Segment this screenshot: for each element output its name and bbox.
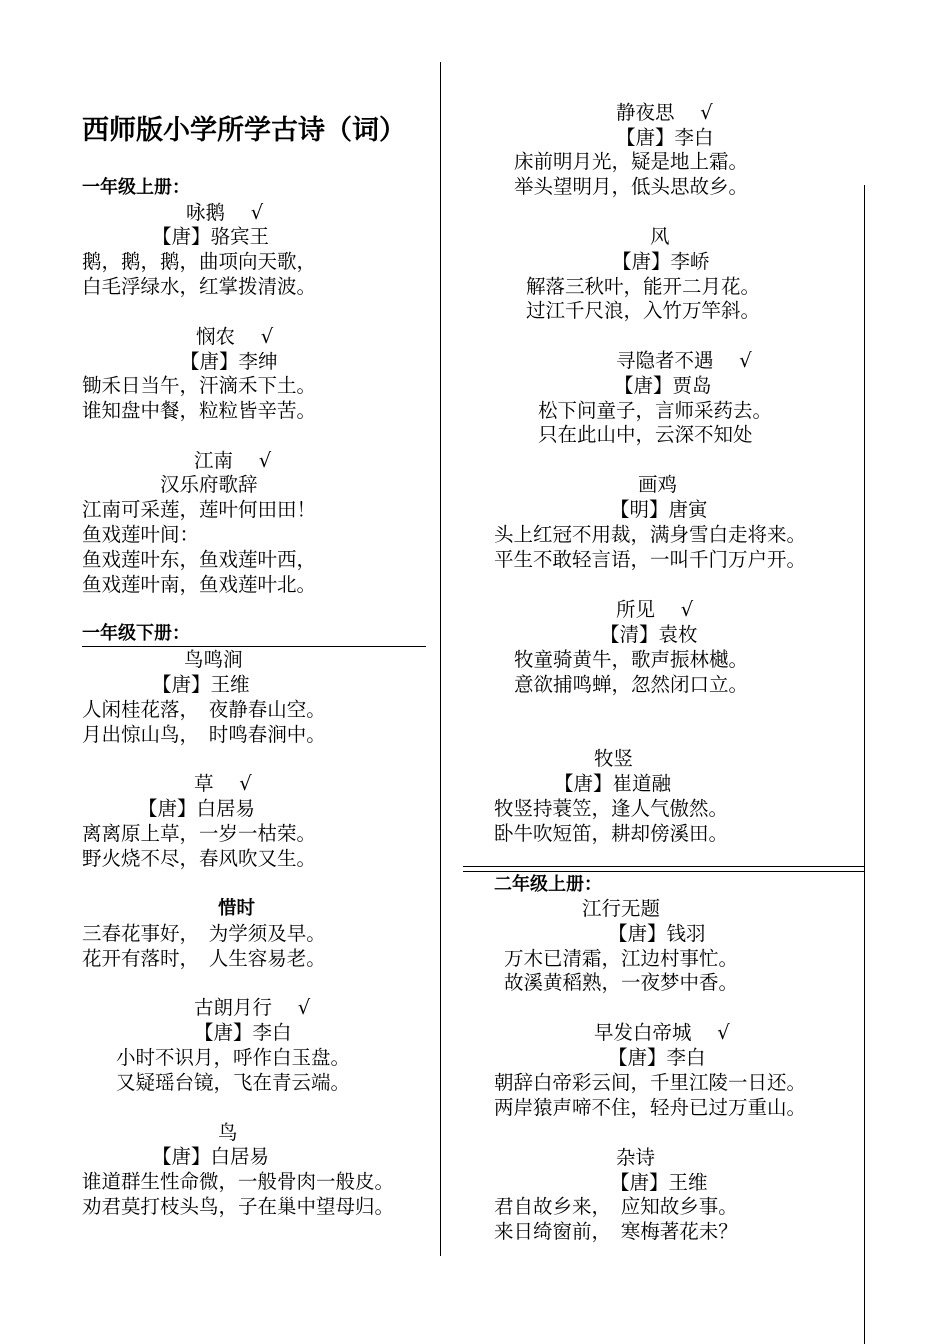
section-rule-grade2a-top <box>463 866 864 867</box>
poem-title: 草 √ <box>194 772 252 795</box>
poem-title: 牧竖 <box>594 747 634 770</box>
poem-line: 鹅，鹅，鹅，曲项向天歌， <box>82 250 317 273</box>
poem-title: 静夜思 √ <box>616 101 713 124</box>
poem-line: 鱼戏莲叶东，鱼戏莲叶西， <box>82 548 317 571</box>
section-rule-grade1b <box>82 646 426 647</box>
poem-author: 【明】唐寅 <box>610 498 708 521</box>
poem-line: 头上红冠不用裁，满身雪白走将来。 <box>494 523 807 546</box>
poem-line: 朝辞白帝彩云间，千里江陵一日还。 <box>494 1071 807 1094</box>
poem-line: 谁知盘中餐，粒粒皆辛苦。 <box>82 399 317 422</box>
poem-line: 野火烧不尽，春风吹又生。 <box>82 847 317 870</box>
poem-title: 咏鹅 √ <box>186 201 264 224</box>
poem-line: 过江千尺浪，入竹万竿斜。 <box>526 299 761 322</box>
poem-line: 花开有落时， 人生容易老。 <box>82 947 326 970</box>
poem-line: 又疑瑶台镜，飞在青云端。 <box>116 1071 351 1094</box>
poem-line: 鱼戏莲叶间： <box>82 523 200 546</box>
poem-line: 意欲捕鸣蝉，忽然闭口立。 <box>514 673 749 696</box>
page-title: 西师版小学所学古诗（词） <box>82 115 406 146</box>
poem-title: 杂诗 <box>616 1146 656 1169</box>
poem-author: 【唐】崔道融 <box>554 772 672 795</box>
column-divider-left <box>440 62 441 1256</box>
poem-line: 故溪黄稻熟，一夜梦中香。 <box>504 971 739 994</box>
poem-line: 松下问童子，言师采药去。 <box>538 399 773 422</box>
poem-title: 江行无题 <box>582 897 661 920</box>
poem-title: 画鸡 <box>638 473 678 496</box>
poem-line: 锄禾日当午，汗滴禾下土。 <box>82 374 317 397</box>
poem-line: 牧竖持蓑笠，逢人气傲然。 <box>494 797 729 820</box>
poem-author: 【唐】白居易 <box>138 797 256 820</box>
poem-line: 万木已清霜，江边村事忙。 <box>504 947 739 970</box>
column-divider-right <box>864 185 865 1344</box>
poem-line: 卧牛吹短笛，耕却傍溪田。 <box>494 822 729 845</box>
poem-author: 【唐】李峤 <box>612 250 710 273</box>
poem-title: 江南 √ <box>194 449 272 472</box>
poem-line: 劝君莫打枝头鸟，子在巢中望母归。 <box>82 1195 395 1218</box>
poem-line: 人闲桂花落， 夜静春山空。 <box>82 698 326 721</box>
poem-line: 平生不敢轻言语，一叫千门万户开。 <box>494 548 807 571</box>
poem-line: 鱼戏莲叶南，鱼戏莲叶北。 <box>82 573 317 596</box>
poem-title: 古朗月行 √ <box>194 996 311 1019</box>
poem-author: 【清】袁枚 <box>600 623 698 646</box>
poem-title: 悯农 √ <box>196 325 274 348</box>
poem-line: 白毛浮绿水，红掌拨清波。 <box>82 275 317 298</box>
poem-title: 所见 √ <box>616 598 694 621</box>
poem-title: 寻隐者不遇 √ <box>616 349 752 372</box>
poem-line: 谁道群生性命微，一般骨肉一般皮。 <box>82 1170 395 1193</box>
poem-author: 【唐】钱羽 <box>608 922 706 945</box>
poem-line: 举头望明月，低头思故乡。 <box>514 175 749 198</box>
poem-author: 【唐】王维 <box>610 1171 708 1194</box>
poem-line: 两岸猿声啼不住，轻舟已过万重山。 <box>494 1096 807 1119</box>
poem-title: 早发白帝城 √ <box>594 1021 730 1044</box>
grade-heading-2a: 二年级上册： <box>494 874 602 895</box>
poem-line: 小时不识月，呼作白玉盘。 <box>116 1046 351 1069</box>
poem-line: 君自故乡来， 应知故乡事。 <box>494 1195 738 1218</box>
poem-line: 只在此山中，云深不知处 <box>538 423 753 446</box>
poem-line: 来日绮窗前， 寒梅著花未？ <box>494 1220 738 1243</box>
poem-title: 惜时 <box>218 898 256 919</box>
poem-line: 月出惊山鸟， 时鸣春涧中。 <box>82 723 326 746</box>
poem-author: 【唐】贾岛 <box>614 374 712 397</box>
poem-title: 鸟鸣涧 <box>184 648 243 671</box>
poem-line: 解落三秋叶，能开二月花。 <box>526 275 761 298</box>
poem-line: 牧童骑黄牛，歌声振林樾。 <box>514 648 749 671</box>
poem-author: 【唐】李绅 <box>180 350 278 373</box>
grade-heading-1b: 一年级下册： <box>82 623 190 644</box>
poem-author: 【唐】李白 <box>608 1046 706 1069</box>
poem-line: 床前明月光，疑是地上霜。 <box>514 150 749 173</box>
poem-title: 风 <box>650 225 670 248</box>
poem-author: 【唐】王维 <box>152 673 250 696</box>
poem-author: 【唐】骆宾王 <box>152 225 270 248</box>
poem-line: 离离原上草，一岁一枯荣。 <box>82 822 317 845</box>
poem-author: 【唐】李白 <box>194 1021 292 1044</box>
grade-heading-1a: 一年级上册： <box>82 177 190 198</box>
poem-author: 【唐】白居易 <box>152 1145 270 1168</box>
poem-line: 三春花事好， 为学须及早。 <box>82 922 326 945</box>
poem-author: 汉乐府歌辞 <box>160 473 258 496</box>
poem-title: 鸟 <box>218 1121 238 1144</box>
poem-author: 【唐】李白 <box>616 126 714 149</box>
poem-line: 江南可采莲，莲叶何田田！ <box>82 498 317 521</box>
